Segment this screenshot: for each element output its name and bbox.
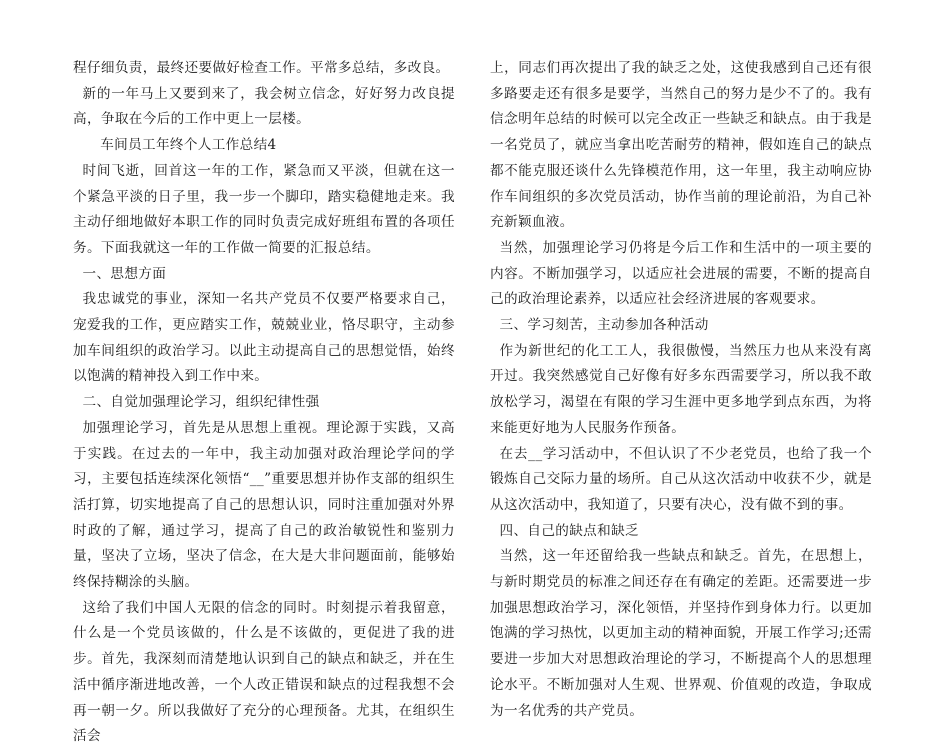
paragraph: 作为新世纪的化工工人，我很傲慢，当然压力也从来没有离开过。我突然感觉自己好像有好多东西需要学习，所以我不敢放松学习，渴望在有限的学习生涯中更多地学到点东西，为将来能更好地为人民服务作预备。 <box>490 342 872 436</box>
paragraph: 新的一年马上又要到来了，我会树立信念，好好努力改良提高，争取在今后的工作中更上一层楼。 <box>73 85 455 128</box>
section-title: 车间员工年终个人工作总结4 <box>100 137 277 154</box>
paragraph: 时间飞逝，回首这一年的工作，紧急而又平淡，但就在这一个紧急平淡的日子里，我一步一个脚印，踏实稳健地走来。我主动仔细地做好本职工作的同时负责完成好班组布置的各项任务。下面我就这一年的工作做一简要的汇报总结。 <box>73 162 455 256</box>
section-heading: 一、思想方面 <box>82 265 167 282</box>
paragraph: 上，同志们再次提出了我的缺乏之处，这使我感到自己还有很多路要走还有很多是要学，当然自己的努力是少不了的。我有信念明年总结的时候可以完全改正一些缺乏和缺点。由于我是一名党员了，就应当拿出吃苦耐劳的精神，假如连自己的缺点都不能克服还谈什么先锋模范作用，这一年里，我主动响应协作车间组织的多次党员活动，协作当前的理论前沿，为自己补充新颖血液。 <box>490 60 872 231</box>
paragraph: 这给了我们中国人无限的信念的同时。时刻提示着我留意，什么是一个党员该做的，什么是不该做的，更促进了我的进步。首先，我深刻而清楚地认识到自己的缺点和缺乏，并在生活中循序渐进地改善，一个人改正错误和缺点的过程我想不会再一朝一夕。所以我做好了充分的心理预备。尤其，在组织生活会 <box>73 599 455 745</box>
section-heading: 四、自己的缺点和缺乏 <box>499 522 639 539</box>
paragraph: 我忠诚党的事业，深知一名共产党员不仅要严格要求自己，宠爱我的工作，更应踏实工作，兢兢业业，恪尽职守，主动参加车间组织的政治学习。以此主动提高自己的思想觉悟，始终以饱满的精神投入到工作中来。 <box>73 291 455 385</box>
paragraph: 当然，加强理论学习仍将是今后工作和生活中的一项主要的内容。不断加强学习，以适应社会进展的需要，不断的提高自己的政治理论素养，以适应社会经济进展的客观要求。 <box>490 239 872 308</box>
paragraph: 在去__学习活动中，不但认识了不少老党员，也给了我一个锻炼自己交际力量的场所。自己从这次活动中收获不少，就是从这次活动中，我知道了，只要有决心，没有做不到的事。 <box>490 445 872 513</box>
paragraph: 程仔细负责，最终还要做好检查工作。平常多总结，多改良。 <box>73 60 450 76</box>
section-heading: 三、学习刻苦，主动参加各种活动 <box>499 317 709 334</box>
section-heading: 二、自觉加强理论学习，组织纪律性强 <box>82 394 320 411</box>
paragraph: 加强理论学习，首先是从思想上重视。理论源于实践，又高于实践。在过去的一年中，我主动加强对政治理论学问的学习，主要包括连续深化领悟“__”重要思想并协作支部的组织生活打算，切实地提高了自己的思想认识，同时注重加强对外界时政的了解，通过学习，提高了自己的政治敏锐性和鉴别力量，坚决了立场，坚决了信念，在大是大非问题面前，能够始终保持糊涂的头脑。 <box>73 419 455 591</box>
left-column <box>73 56 455 750</box>
paragraph: 当然，这一年还留给我一些缺点和缺乏。首先，在思想上，与新时期党员的标准之间还存在有确定的差距。还需要进一步加强思想政治学习，深化领悟，并坚持作到身体力行。以更加饱满的学习热忱，以更加主动的精神面貌，开展工作学习;还需要进一步加大对思想政治理论的学习，不断提高个人的思想理论水平。不断加强对人生观、世界观、价值观的改造，争取成为一名优秀的共产党员。 <box>490 548 872 719</box>
right-column <box>490 56 872 724</box>
